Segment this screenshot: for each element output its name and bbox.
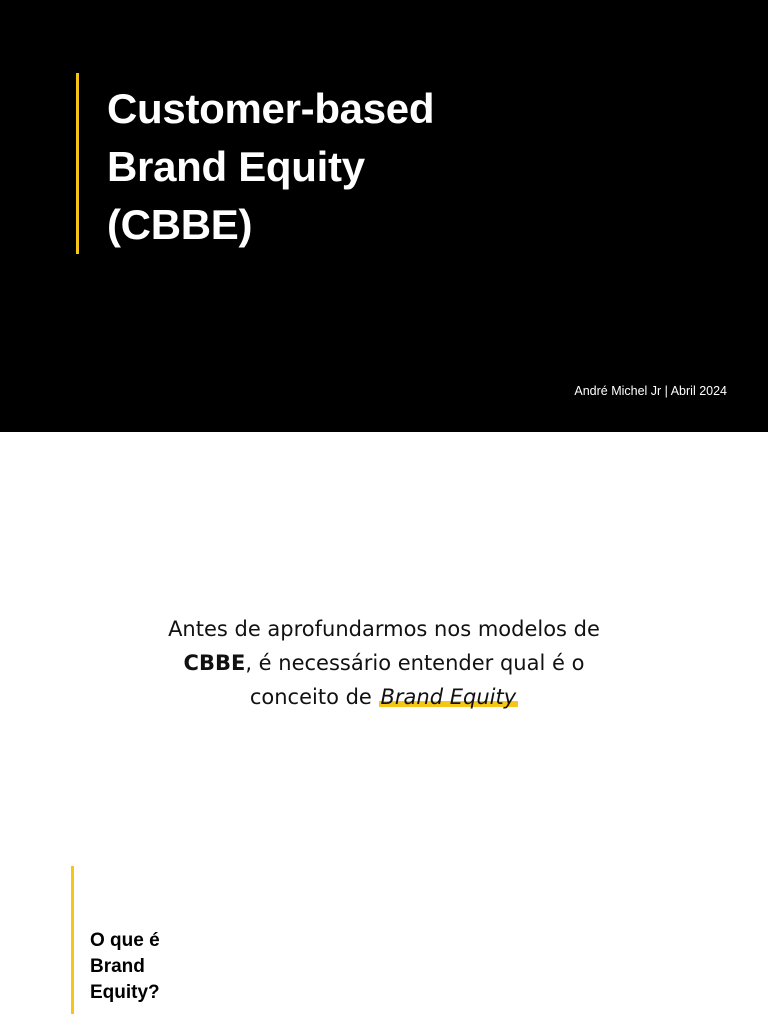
section-accent-bar: [71, 866, 74, 1014]
cover-title: [107, 80, 627, 254]
cover-title-line: (CBBE): [107, 201, 253, 248]
section-title-line: O que é: [90, 930, 160, 951]
section-title: [90, 928, 250, 1006]
cover-title-line: Brand Equity: [107, 143, 365, 190]
intro-line-3-prefix: conceito de: [249, 685, 379, 709]
intro-line-2-rest: , é necessário entender qual é o: [245, 651, 585, 675]
brand-equity-highlight: Brand Equity: [380, 685, 517, 709]
intro-paragraph: [84, 612, 684, 714]
intro-slide: [0, 432, 768, 864]
section-slide: [0, 864, 768, 1024]
cover-slide: [0, 0, 768, 432]
intro-line-3: [250, 685, 518, 709]
cover-accent-bar: [76, 73, 79, 254]
section-title-line: Brand: [90, 956, 145, 977]
author-date-byline: André Michel Jr | Abril 2024: [574, 384, 727, 398]
cbbe-bold-term: CBBE: [183, 651, 246, 675]
section-title-line: Equity?: [90, 982, 160, 1003]
intro-line-1: Antes de aprofundarmos nos modelos de: [168, 617, 600, 641]
cover-title-line: Customer-based: [107, 85, 435, 132]
intro-line-2: [184, 651, 585, 675]
